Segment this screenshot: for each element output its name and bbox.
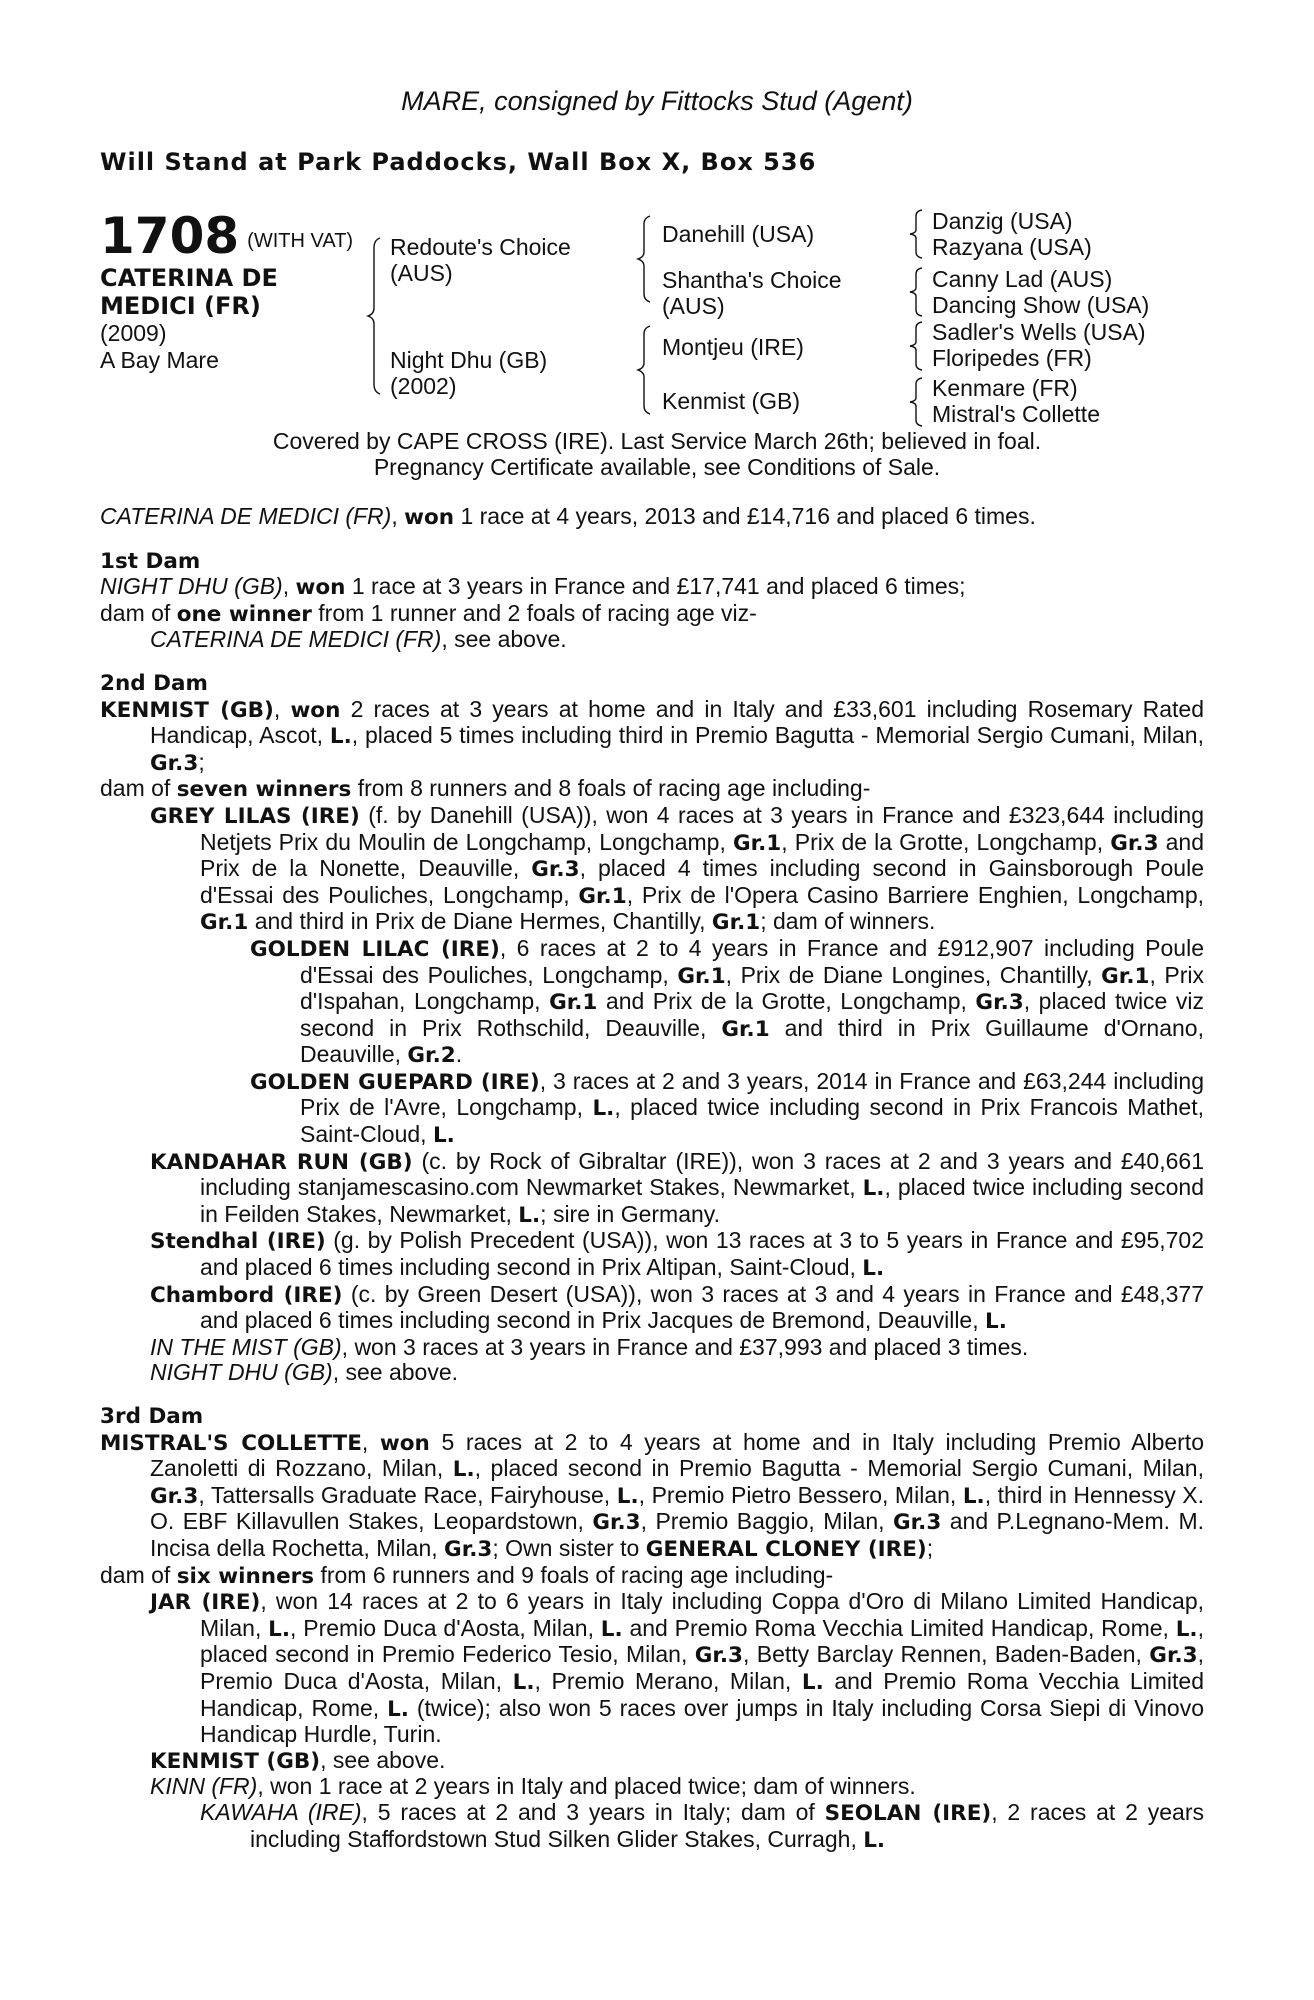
pedigree-sds: Canny Lad (AUS) bbox=[932, 266, 1113, 292]
stendhal-name: Stendhal (IRE) bbox=[150, 1229, 326, 1255]
summary-won: won bbox=[404, 505, 455, 530]
td-L1: L. bbox=[452, 1457, 475, 1483]
glc-t3: , Prix d'Ispahan, Longchamp, bbox=[300, 961, 1204, 1015]
chambord-record bbox=[100, 1282, 1204, 1335]
td-t3: , Tattersalls Graduate Race, Fairyhouse, bbox=[198, 1481, 617, 1508]
stendhal-record bbox=[100, 1228, 1204, 1281]
td-t4: , Premio Pietro Bessero, Milan, bbox=[638, 1481, 963, 1508]
glc-t1: , 6 races at 2 to 4 years in France and £912,907 including Poule d'Essai des Pouliches, Longchamp, bbox=[300, 934, 1204, 988]
horse-description: A Bay Mare bbox=[100, 347, 219, 373]
td-L2: L. bbox=[616, 1483, 639, 1509]
pedigree-sd bbox=[662, 267, 842, 319]
kw-t2: , 2 races at 2 years including Staffordstown Stud Silken Glider Stakes, Curragh, bbox=[250, 1798, 1204, 1852]
first-dam-text: 1 race at 3 years in France and £17,741 and placed 6 times; bbox=[345, 573, 966, 600]
horse-identity bbox=[100, 264, 278, 374]
glc-t5: , placed twice viz second in Prix Rothschild, Deauville, bbox=[300, 988, 1204, 1041]
first-dam-heading: 1st Dam bbox=[100, 548, 201, 574]
golden-guepard-name: GOLDEN GUEPARD (IRE) bbox=[250, 1069, 540, 1095]
page-heading: MARE, consigned by Fittocks Stud (Agent) bbox=[401, 86, 913, 116]
stand-location: Will Stand at Park Paddocks, Wall Box X, Box 536 bbox=[100, 148, 817, 176]
pedigree-dss: Sadler's Wells (USA) bbox=[932, 319, 1146, 345]
pedigree-ds: Montjeu (IRE) bbox=[662, 334, 804, 360]
third-dam-produce bbox=[100, 1563, 1204, 1590]
progeny-text: , see above. bbox=[441, 626, 567, 653]
jar-t6: , Premio Duca d'Aosta, Milan, bbox=[200, 1641, 1204, 1694]
jar-L6: L. bbox=[387, 1696, 409, 1722]
sd-L: L. bbox=[329, 724, 352, 750]
pedigree-brace-ds bbox=[906, 320, 926, 372]
kr-t2: , placed twice including second in Feilden Stakes, Newmarket, bbox=[200, 1174, 1204, 1227]
glc-t2: , Prix de Diane Longines, Chantilly, bbox=[725, 961, 1102, 988]
summary-text: 1 race at 4 years, 2013 and £14,716 and placed 6 times. bbox=[454, 503, 1036, 529]
horse-name-line2: MEDICI (FR) bbox=[100, 292, 261, 320]
td-t5: , third in Hennessy X. O. EBF Killavullen Stakes, Leopardstown, bbox=[150, 1481, 1204, 1535]
st-L1: L. bbox=[862, 1256, 885, 1282]
gg-t2: , placed twice including second in Prix Francois Mathet, Saint-Cloud, bbox=[300, 1094, 1204, 1148]
jar-L3: L. bbox=[1175, 1616, 1198, 1642]
third-dam-won: won bbox=[379, 1430, 430, 1456]
jar-t4: , placed second in Premio Federico Tesio, Milan, bbox=[200, 1614, 1204, 1668]
second-dam-produce bbox=[100, 776, 1204, 803]
gg-L2: L. bbox=[432, 1123, 455, 1149]
golden-guepard-record bbox=[100, 1069, 1204, 1149]
pedigree-ddd: Mistral's Collette bbox=[932, 401, 1100, 427]
gl-t3: and Prix de la Nonette, Deauville, bbox=[200, 828, 1205, 882]
pedigree-dd: Kenmist (GB) bbox=[662, 388, 801, 414]
td-g4: Gr.3 bbox=[444, 1536, 493, 1562]
pedigree-ss: Danehill (USA) bbox=[662, 221, 815, 247]
covered-line1: Covered by CAPE CROSS (IRE). Last Service March 26th; believed in foal. bbox=[272, 428, 1042, 454]
jar-t7: , Premio Merano, Milan, bbox=[534, 1667, 802, 1694]
td-t8: ; Own sister to bbox=[492, 1534, 646, 1561]
km-text: , see above. bbox=[320, 1746, 446, 1773]
dam-year: (2002) bbox=[390, 373, 457, 399]
glc-g1: Gr.1 bbox=[677, 963, 726, 989]
td-t6: , Premio Baggio, Milan, bbox=[640, 1508, 893, 1535]
sd-produce-text: from 8 runners and 8 foals of racing age including- bbox=[351, 775, 871, 802]
jar-t8: and Premio Roma Vecchia Limited Handicap, Rome, bbox=[200, 1667, 1204, 1721]
kinn-text: , won 1 race at 2 years in Italy and placed twice; dam of winners. bbox=[257, 1773, 916, 1800]
jar-L5: L. bbox=[801, 1669, 824, 1695]
third-dam-record: MISTRAL'S COLLETTE, won 5 races at 2 to 4 years at home and in Italy including Premio Alberto Zanoletti di Rozzano, Milan, L., placed second in Premio Bagutta - Memorial Sergio Cumani, Milan, Gr.3, Tattersalls Graduate Race, Fairyhouse, L., Premio Pietro Bessero, Milan, L., third in Hennessy X. O. EBF Killavullen Stakes, Leopardstown, Gr.3, Premio Baggio, Milan, Gr.3 and P.Legnano-Mem. M. Incisa della Rochetta, Milan, Gr.3; Own sister to GENERAL CLONEY (IRE); bbox=[100, 1428, 1204, 1562]
second-dam-won: won bbox=[290, 697, 341, 723]
kawaha-record bbox=[100, 1800, 1204, 1853]
golden-lilac-record bbox=[100, 936, 1204, 1069]
glc-g2: Gr.1 bbox=[1101, 963, 1150, 989]
second-dam-record: KENMIST (GB), won 2 races at 3 years at home and in Italy and £33,601 including Rosemary Rated Handicap, Ascot, L., placed 5 times including third in Premio Bagutta - Memorial Sergio Cumani, Milan, Gr.3; bbox=[100, 695, 1204, 776]
jar-t9: (twice); also won 5 races over jumps in Italy including Corsa Siepi di Vinovo Handicap Hurdle, Turin. bbox=[200, 1694, 1204, 1748]
td-L3: L. bbox=[962, 1483, 985, 1509]
kw-L1: L. bbox=[863, 1827, 886, 1853]
gl-t4: , placed 4 times including second in Gainsborough Poule d'Essai des Pouliches, Longchamp, bbox=[200, 855, 1204, 908]
td-g2: Gr.3 bbox=[592, 1510, 641, 1536]
gg-L1: L. bbox=[592, 1096, 615, 1122]
sd-gr3: Gr.3 bbox=[150, 750, 199, 776]
kandahar-run-name: KANDAHAR RUN (GB) bbox=[150, 1149, 413, 1175]
gl-g3: Gr.3 bbox=[531, 857, 580, 883]
jar-record bbox=[100, 1589, 1204, 1748]
gl-t7: ; dam of winners. bbox=[760, 908, 936, 935]
lot-number-value: 1708 bbox=[100, 207, 240, 265]
kr-L1: L. bbox=[862, 1176, 885, 1202]
first-dam-produce-text: from 1 runner and 2 foals of racing age viz- bbox=[311, 599, 757, 626]
td-t7: and P.Legnano-Mem. M. Incisa della Rochetta, Milan, bbox=[150, 1508, 1204, 1561]
glc-g4: Gr.3 bbox=[975, 990, 1024, 1016]
sire-name: Redoute's Choice bbox=[390, 234, 571, 260]
grey-lilas-name: GREY LILAS (IRE) bbox=[150, 803, 360, 829]
dam-name: Night Dhu (GB) bbox=[390, 347, 548, 373]
kenmist-record bbox=[100, 1748, 1204, 1775]
progeny-name: CATERINA DE MEDICI (FR) bbox=[150, 626, 442, 653]
third-dam-name: MISTRAL'S COLLETTE bbox=[100, 1430, 362, 1456]
td-sister: GENERAL CLONEY (IRE) bbox=[645, 1536, 927, 1562]
pedigree-brace-ss bbox=[906, 208, 926, 260]
gl-g6: Gr.1 bbox=[711, 910, 761, 936]
kr-t1: (c. by Rock of Gibraltar (IRE)), won 3 races at 2 and 3 years and £40,661 including stanjamescasino.com Newmarket Stakes, Newmarket, bbox=[200, 1147, 1204, 1201]
kr-L2: L. bbox=[518, 1202, 541, 1228]
pedigree-dam bbox=[390, 347, 547, 399]
second-dam-name: KENMIST (GB) bbox=[100, 697, 274, 723]
pedigree-dds: Kenmare (FR) bbox=[932, 375, 1078, 401]
jar-name: JAR (IRE) bbox=[150, 1590, 261, 1616]
summary: CATERINA DE MEDICI (FR), won 1 race at 4 years, 2013 and £14,716 and placed 6 times. bbox=[100, 503, 1036, 530]
gl-t5: , Prix de l'Opera Casino Barriere Enghien, Longchamp, bbox=[626, 881, 1204, 908]
jar-t1: , won 14 races at 2 to 6 years in Italy including Coppa d'Oro di Milano Limited Handicap, Milan, bbox=[200, 1588, 1205, 1641]
summary-name: CATERINA DE MEDICI (FR) bbox=[100, 503, 392, 529]
lot-number bbox=[100, 208, 353, 269]
pedigree-brace-dd bbox=[906, 376, 926, 428]
gl-t6: and third in Prix de Diane Hermes, Chantilly, bbox=[248, 908, 712, 935]
gl-t1: (f. by Danehill (USA)), won 4 races at 3 years in France and £323,644 including Netjets Prix du Moulin de Longchamp, Longchamp, bbox=[200, 801, 1204, 855]
night-dhu-record bbox=[100, 1360, 1204, 1386]
golden-lilac-name: GOLDEN LILAC (IRE) bbox=[250, 936, 500, 962]
gl-g5: Gr.1 bbox=[200, 910, 249, 936]
sd-t3: ; bbox=[198, 748, 205, 775]
pedigree-dsd: Floripedes (FR) bbox=[932, 345, 1092, 371]
pedigree-brace-gen1 bbox=[364, 236, 384, 396]
td-g3: Gr.3 bbox=[892, 1510, 942, 1536]
jar-L2: L. bbox=[600, 1616, 623, 1642]
glc-g6: Gr.2 bbox=[407, 1043, 456, 1069]
night-dhu-name: NIGHT DHU (GB) bbox=[150, 1359, 333, 1386]
kr-t3: ; sire in Germany. bbox=[540, 1200, 720, 1227]
pedigree-sss: Danzig (USA) bbox=[932, 208, 1073, 234]
jar-g1: Gr.3 bbox=[694, 1643, 743, 1669]
first-dam-record: NIGHT DHU (GB), won 1 race at 3 years in France and £17,741 and placed 6 times; bbox=[100, 573, 966, 601]
first-dam-name: NIGHT DHU (GB) bbox=[100, 573, 283, 600]
ch-L1: L. bbox=[985, 1309, 1007, 1335]
kinn-name: KINN (FR) bbox=[150, 1773, 258, 1800]
td-g1: Gr.3 bbox=[150, 1483, 199, 1509]
pedigree-brace-sire bbox=[634, 214, 654, 304]
horse-year: (2009) bbox=[100, 320, 167, 346]
first-dam-won: won bbox=[295, 575, 346, 601]
pedigree-sdd: Dancing Show (USA) bbox=[932, 292, 1150, 318]
td-t2: , placed second in Premio Bagutta - Memorial Sergio Cumani, Milan, bbox=[474, 1455, 1204, 1482]
third-dam-heading: 3rd Dam bbox=[100, 1404, 204, 1429]
covered-line2: Pregnancy Certificate available, see Conditions of Sale. bbox=[373, 454, 941, 480]
kw-seolan: SEOLAN (IRE) bbox=[824, 1800, 992, 1826]
kenmist-name: KENMIST (GB) bbox=[150, 1748, 321, 1774]
sd-name: Shantha's Choice bbox=[662, 267, 842, 293]
kinn-record bbox=[100, 1774, 1204, 1800]
in-the-mist-record bbox=[100, 1335, 1204, 1361]
glc-g3: Gr.1 bbox=[549, 990, 598, 1016]
td-winners: six winners bbox=[176, 1563, 315, 1589]
gl-g2: Gr.3 bbox=[1110, 830, 1159, 856]
covered-by bbox=[0, 428, 1314, 480]
sd-of: dam of bbox=[100, 775, 177, 802]
jar-L1: L. bbox=[268, 1616, 291, 1642]
jar-g2: Gr.3 bbox=[1149, 1643, 1198, 1669]
gl-g4: Gr.1 bbox=[578, 883, 627, 909]
glc-t4: and Prix de la Grotte, Longchamp, bbox=[597, 988, 976, 1015]
sd-t2: , placed 5 times including third in Premio Bagutta - Memorial Sergio Cumani, Milan, bbox=[351, 722, 1204, 749]
pedigree-sire bbox=[390, 234, 571, 286]
ch-t1: (c. by Green Desert (USA)), won 3 races at 3 and 4 years in France and £48,377 and placed 6 times including second in Prix Jacques de Bremond, Deauville, bbox=[200, 1280, 1205, 1334]
first-dam-produce bbox=[100, 601, 1204, 628]
td-t9: ; bbox=[926, 1534, 934, 1561]
gl-g1: Gr.1 bbox=[732, 830, 782, 856]
jar-t5: , Betty Barclay Rennen, Baden-Baden, bbox=[743, 1641, 1150, 1668]
chambord-name: Chambord (IRE) bbox=[150, 1282, 343, 1308]
horse-name-line1: CATERINA DE bbox=[100, 264, 278, 292]
glc-t6: and third in Prix Guillaume d'Ornano, Deauville, bbox=[300, 1014, 1204, 1068]
sd-origin: (AUS) bbox=[662, 293, 725, 319]
gl-t2: , Prix de la Grotte, Longchamp, bbox=[781, 828, 1111, 855]
glc-g5: Gr.1 bbox=[721, 1016, 770, 1042]
jar-t2: , Premio Duca d'Aosta, Milan, bbox=[290, 1614, 601, 1641]
kw-t1: , 5 races at 2 and 3 years in Italy; dam of bbox=[361, 1798, 825, 1825]
first-dam-progeny bbox=[100, 627, 1204, 653]
td-produce-text: from 6 runners and 9 foals of racing age including- bbox=[314, 1561, 834, 1588]
pedigree-brace-dam bbox=[634, 324, 654, 416]
catalogue-body bbox=[100, 504, 1204, 1853]
st-t1: (g. by Polish Precedent (USA)), won 13 races at 3 to 5 years in France and £95,702 and placed 6 times including second in Prix Altipan, Saint-Cloud, bbox=[200, 1227, 1204, 1281]
glc-t7: . bbox=[455, 1041, 463, 1068]
kandahar-run-record bbox=[100, 1149, 1204, 1229]
jar-t3: and Premio Roma Vecchia Limited Handicap, Rome, bbox=[622, 1614, 1176, 1641]
itm-text: , won 3 races at 3 years in France and £37,993 and placed 3 times. bbox=[341, 1333, 1029, 1360]
td-of: dam of bbox=[100, 1561, 177, 1588]
pedigree-brace-sd bbox=[906, 266, 926, 318]
kawaha-name: KAWAHA (IRE) bbox=[200, 1798, 362, 1825]
pedigree-ssd: Razyana (USA) bbox=[932, 234, 1092, 260]
gg-t1: , 3 races at 2 and 3 years, 2014 in France and £63,244 including Prix de l'Avre, Longchamp, bbox=[300, 1067, 1204, 1121]
second-dam-heading: 2nd Dam bbox=[100, 670, 208, 696]
vat-note: (WITH VAT) bbox=[247, 230, 354, 252]
sire-origin: (AUS) bbox=[390, 260, 453, 286]
grey-lilas-record bbox=[100, 803, 1204, 936]
nd-text: , see above. bbox=[332, 1359, 459, 1386]
jar-L4: L. bbox=[512, 1669, 535, 1695]
sd-winners: seven winners bbox=[176, 777, 352, 803]
first-dam-winners: one winner bbox=[176, 601, 312, 627]
in-the-mist-name: IN THE MIST (GB) bbox=[150, 1333, 342, 1360]
sd-t1: 2 races at 3 years at home and in Italy and £33,601 including Rosemary Rated Handicap, Ascot, bbox=[150, 695, 1204, 749]
first-dam-of: dam of bbox=[100, 599, 177, 626]
td-t1: 5 races at 2 to 4 years at home and in Italy including Premio Alberto Zanoletti di Rozzano, Milan, bbox=[150, 1428, 1204, 1482]
